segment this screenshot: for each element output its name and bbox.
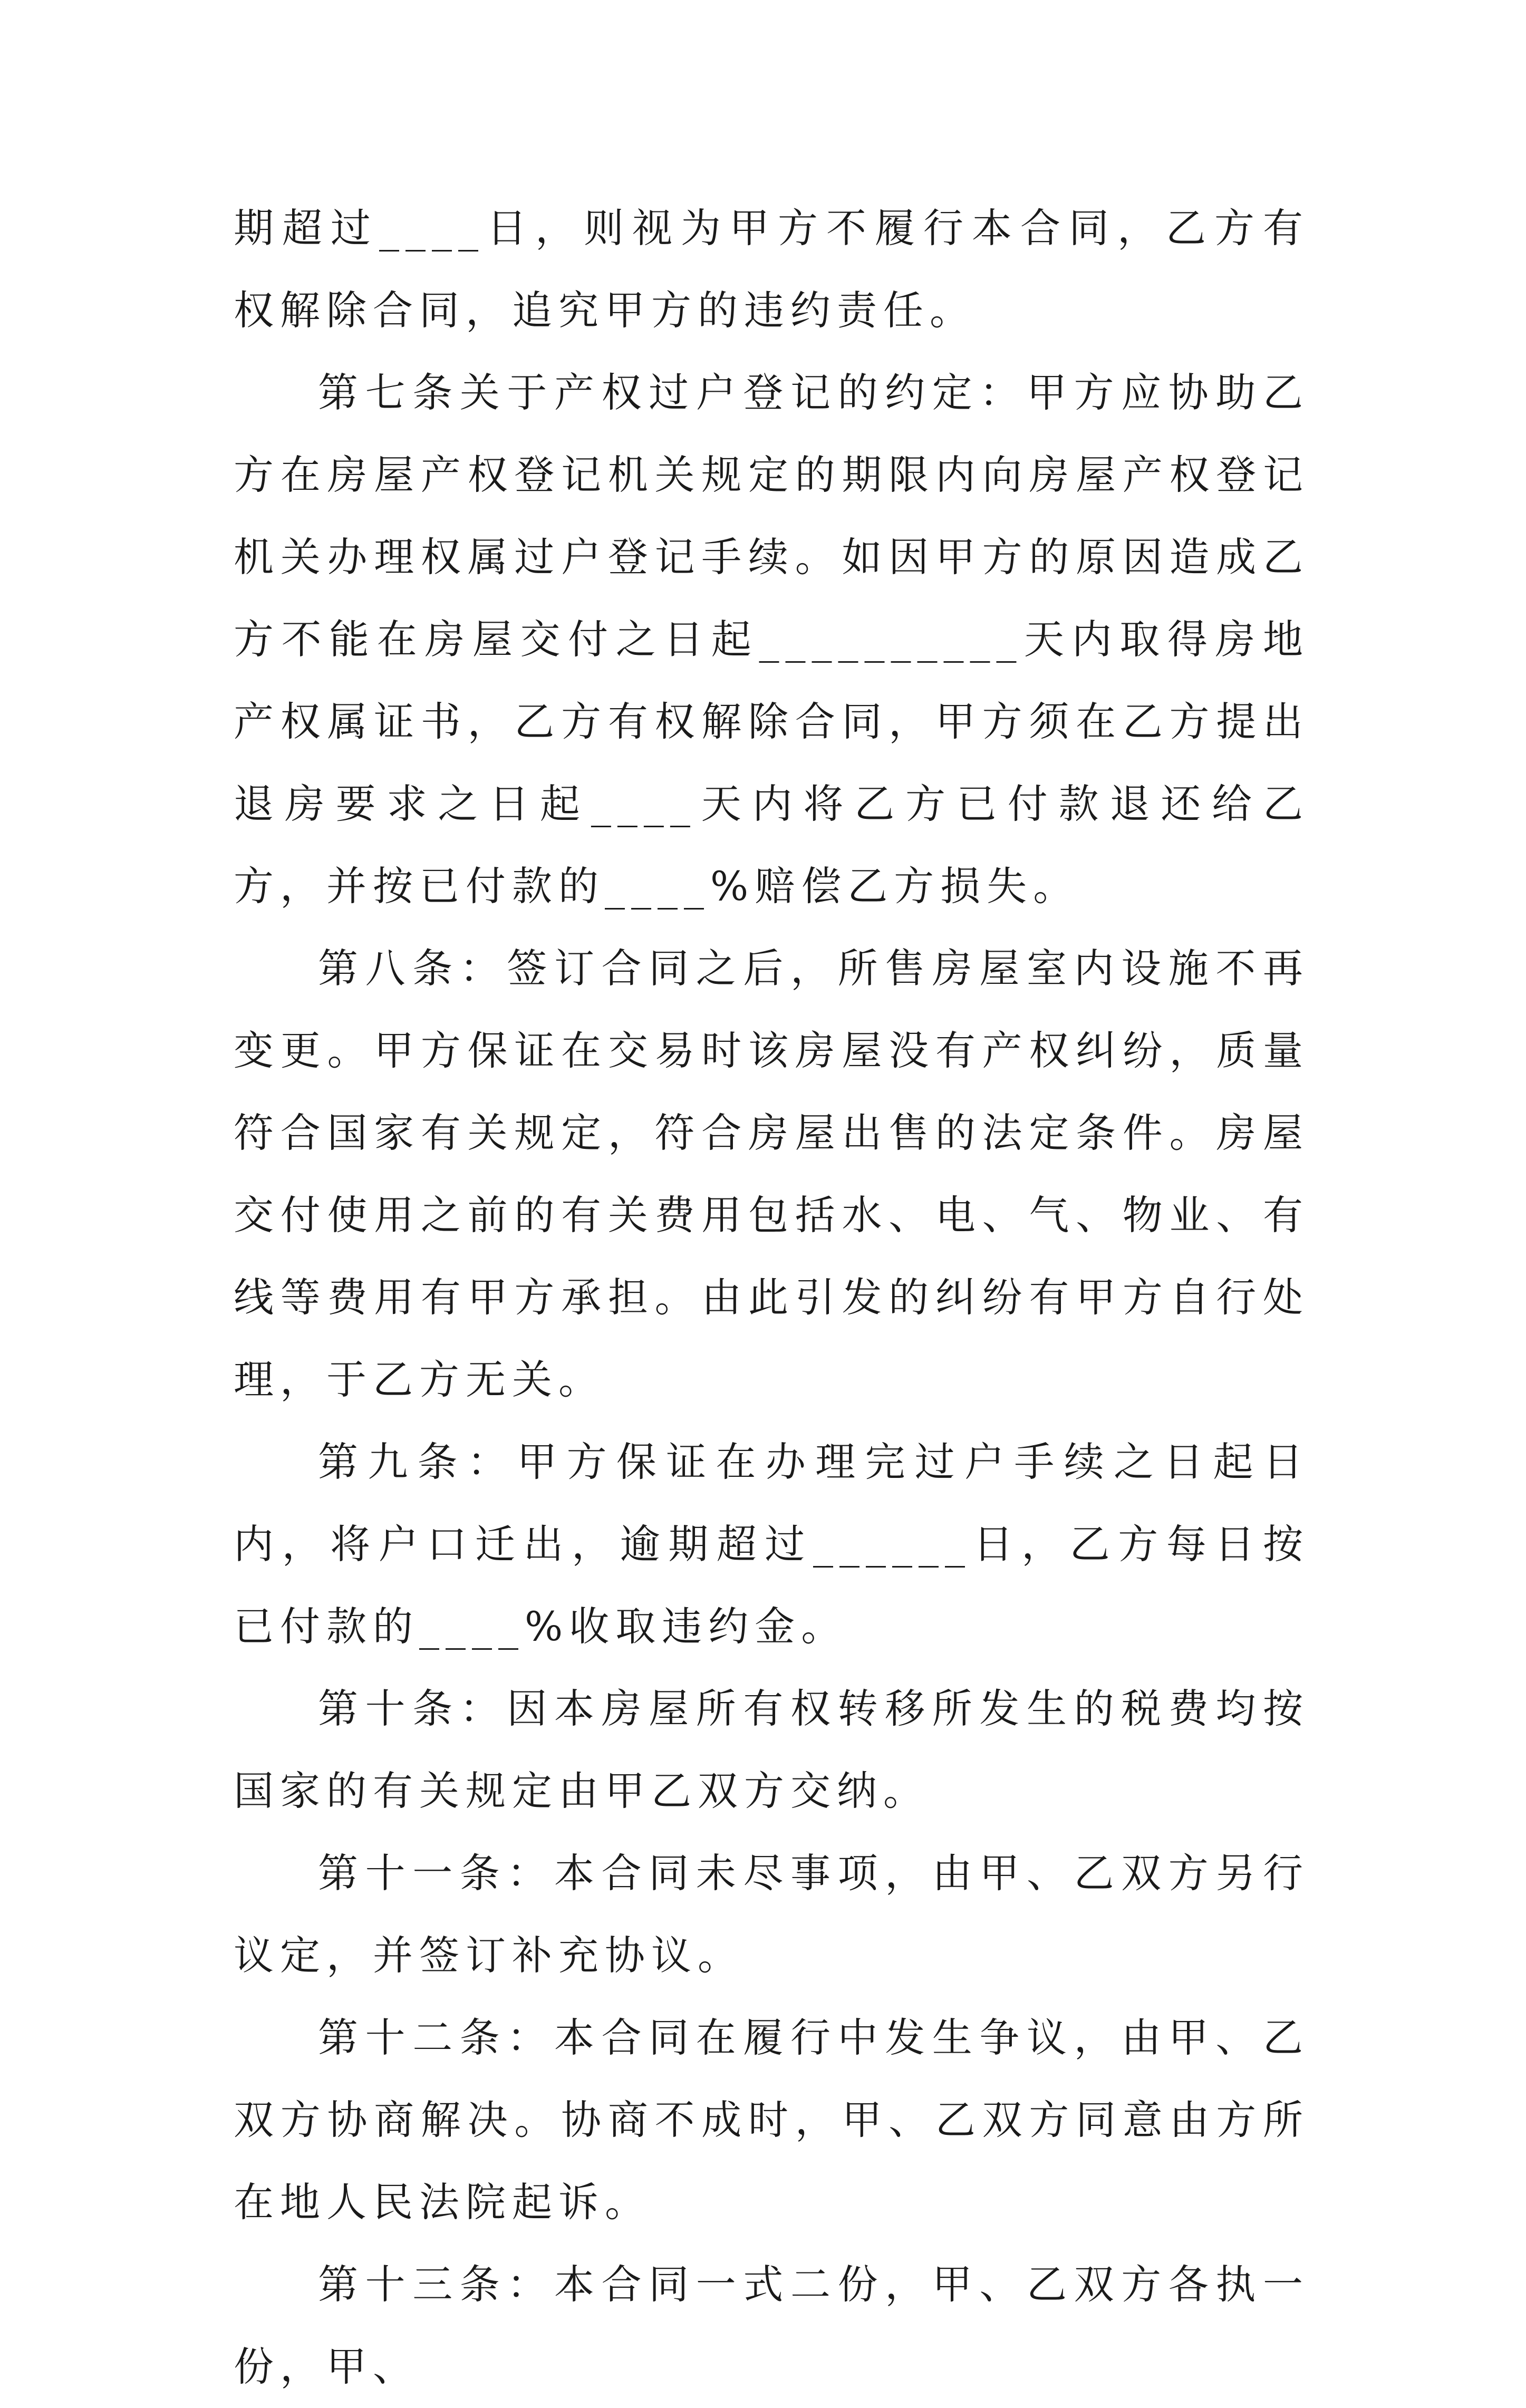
paragraph-continuation: 期超过____日，则视为甲方不履行本合同，乙方有权解除合同，追究甲方的违约责任。 xyxy=(234,205,1309,334)
paragraph-article-12: 第十二条：本合同在履行中发生争议，由甲、乙双方协商解决。协商不成时，甲、乙双方同意由方所在地人民法院起诉。 xyxy=(234,2014,1309,2226)
contract-body xyxy=(234,187,1309,2408)
paragraph-article-9: 第九条：甲方保证在办理完过户手续之日起日内，将户口迁出，逾期超过______日，乙方每日按已付款的____%收取违约金。 xyxy=(234,1438,1309,1650)
paragraph-article-10: 第十条：因本房屋所有权转移所发生的税费均按国家的有关规定由甲乙双方交纳。 xyxy=(234,1685,1309,1814)
paragraph-article-13: 第十三条：本合同一式二份，甲、乙双方各执一份，甲、 xyxy=(234,2261,1309,2390)
paragraph-article-8: 第八条：签订合同之后，所售房屋室内设施不再变更。甲方保证在交易时该房屋没有产权纠纷，质量符合国家有关规定，符合房屋出售的法定条件。房屋交付使用之前的有关费用包括水、电、气、物业、有线等费用有甲方承担。由此引发的纠纷有甲方自行处理，于乙方无关。 xyxy=(234,945,1309,1403)
paragraph-article-11: 第十一条：本合同未尽事项，由甲、乙双方另行议定，并签订补充协议。 xyxy=(234,1850,1309,1979)
paragraph-article-7: 第七条关于产权过户登记的约定：甲方应协助乙方在房屋产权登记机关规定的期限内向房屋产权登记机关办理权属过户登记手续。如因甲方的原因造成乙方不能在房屋交付之日起__________天内取得房地产权属证书，乙方有权解除合同，甲方须在乙方提出退房要求之日起____天内将乙方已付款退还给乙方，并按已付款的____%赔偿乙方损失。 xyxy=(234,369,1309,910)
